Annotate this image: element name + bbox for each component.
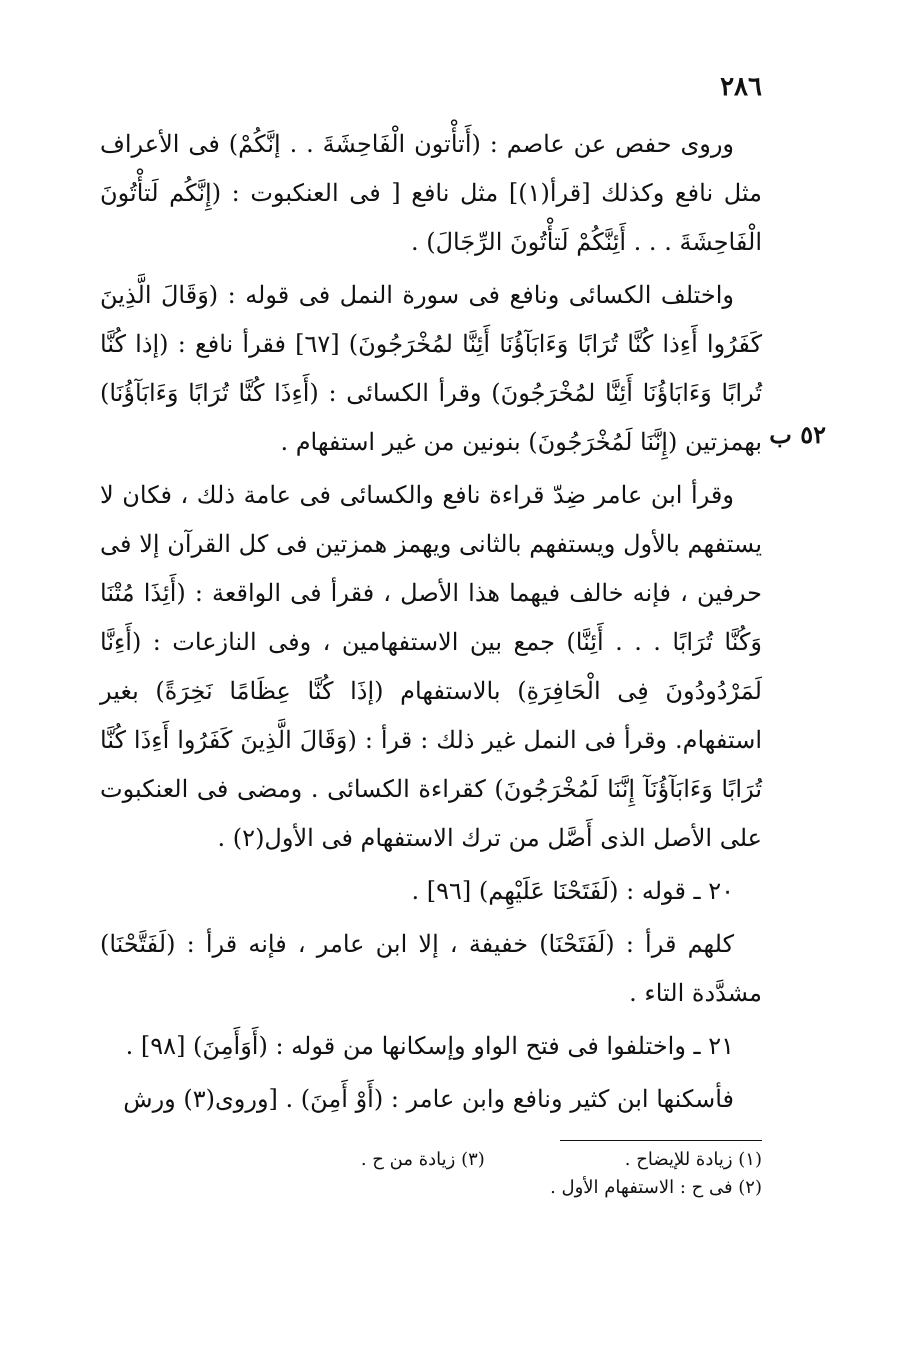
footnote-1: (١) زيادة للإيضاح . — [624, 1149, 762, 1170]
paragraph-1: وروى حفص عن عاصم : (أَتأْتون الْفَاحِشَةَ . . إنَّكُمْ) فى الأعراف مثل نافع وكذلك [قرأ(١)] مثل نافع [ فى العنكبوت : (إِنَّكُم لَتأْتُونَ الْفَاحِشَةَ . . . أَئِنَّكُمْ لَتأْتُونَ الرِّجَالَ) . — [100, 130, 762, 256]
footnote-row-1 — [100, 1146, 762, 1174]
footnote-row-2 — [100, 1174, 762, 1202]
main-text — [100, 120, 762, 1128]
paragraph-2: واختلف الكسائى ونافع فى سورة النمل فى قوله : (وَقَالَ الَّذِينَ كَفَرُوا أَءِذا كُنَّا تُرَابًا وَءَابَآؤُنَا أَئِنَّا لمُخْرَجُونَ) [٦٧] فقرأ نافع : (إذا كُنَّا تُرابًا وَءَابَاؤُنَا أَئِنَّا لمُخْرَجُونَ) وقرأ الكسائى : (أَءِذَا كُنَّا تُرَابًا وَءَابَآؤُنَا) بهمزتين (إِنَّنَا لَمُخْرَجُونَ) بنونين من غير استفهام . — [100, 281, 762, 456]
paragraph-7: فأسكنها ابن كثير ونافع وابن عامر : (أَوْ أَمِنَ) . [وروى(٣) ورش — [123, 1085, 734, 1113]
footnote-divider — [560, 1140, 762, 1141]
paragraph-4: ٢٠ ـ قوله : (لَفَتَحْنَا عَلَيْهِم) [٩٦] . — [411, 877, 734, 905]
margin-folio-mark: ٥٢ ب — [769, 420, 826, 449]
page-number: ٢٨٦ — [720, 72, 762, 102]
footnote-2: (٢) فى ح : الاستفهام الأول . — [550, 1177, 762, 1198]
paragraph-6: ٢١ ـ واختلفوا فى فتح الواو وإسكانها من قوله : (أَوَأَمِنَ) [٩٨] . — [125, 1032, 734, 1060]
paragraph-5: كلهم قرأ : (لَفَتَحْنَا) خفيفة ، إلا ابن عامر ، فإنه قرأ : (لَفَتَّحْنَا) مشدَّدة التاء . — [100, 930, 762, 1007]
paragraph-3: وقرأ ابن عامر ضِدّ قراءة نافع والكسائى فى عامة ذلك ، فكان لا يستفهم بالأول ويستفهم بالثانى ويهمز همزتين فى كل القرآن إلا فى حرفين ، فإنه خالف فيهما هذا الأصل ، فقرأ فى الواقعة : (أَئِذَا مُتْنَا وَكُنَّا تُرَابًا . . . أَئِنَّا) جمع بين الاستفهامين ، وفى النازعات : (أَءِنَّا لَمَرْدُودُونَ فِى الْحَافِرَةِ) بالاستفهام (إذَا كُنَّا عِظَامًا نَخِرَةً) بغير استفهام. وقرأ فى النمل غير ذلك : قرأ : (وَقَالَ الَّذِينَ كَفَرُوا أَءِذَا كُنَّا تُرَابًا وَءَابَآؤُنَآ إِنَّنَا لَمُخْرَجُونَ) كقراءة الكسائى . ومضى فى العنكبوت على الأصل الذى أَصَّل من ترك الاستفهام فى الأول(٢) . — [100, 481, 763, 852]
footnotes — [100, 1146, 762, 1202]
footnote-3: (٣) زيادة من ح . — [360, 1149, 485, 1170]
